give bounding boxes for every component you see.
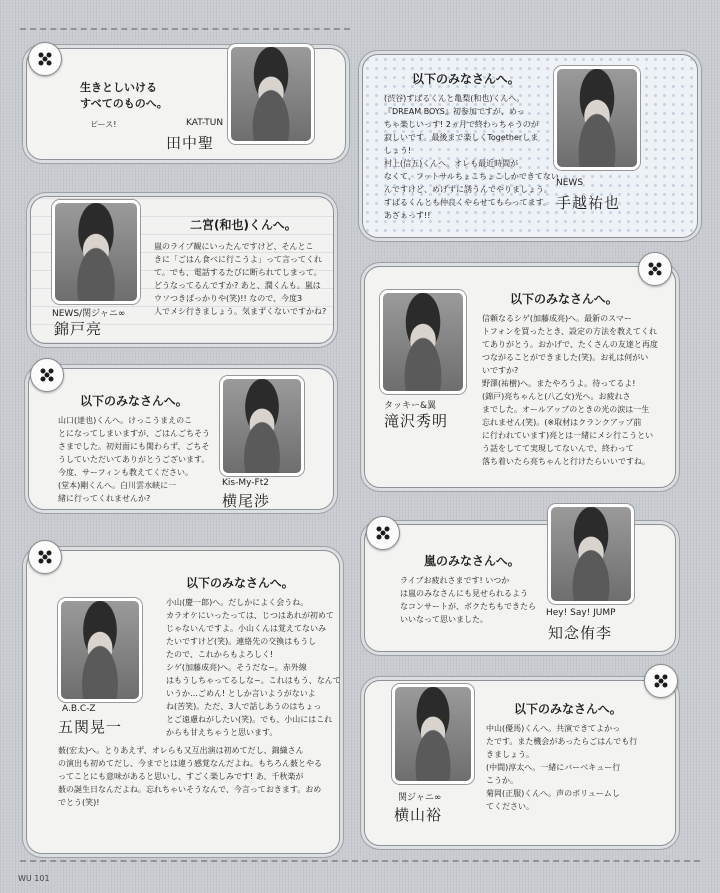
button-deco-icon	[644, 664, 678, 698]
member-name: 五関晃一	[58, 718, 123, 736]
member-name: 田中聖	[166, 134, 215, 152]
message-body: 嵐のライブ観にいったんですけど、そんとこ きに「ごはん食べに行こうよ」って言ってくれ て。でも、電話するたびに断られてしまって。 どうなってるんですか? あと、潤くんも。嵐は ウソつきばっかりや(笑)!! なので、今度3 人でメシ行きましょう。気まずくないですかね?	[154, 242, 327, 316]
button-deco-icon	[30, 358, 64, 392]
message-body-continued: 薮(宏太)へ。とりあえず、オレらも又互出演は初めてだし、錦織さん の演出も初めてだし、今までとは違う感覚なんだよね。もちろん薮とやる ってことにも意味があると思いし、すごく楽しみです! あ、千秋楽が 薮の誕生日なんだよね。忘れちゃいそうなんで、今言っておきます。おめ でとう(笑)!	[58, 746, 322, 807]
divider	[20, 28, 350, 30]
member-photo	[58, 598, 142, 702]
message-body: 中山(優馬)くんへ。共演できてよかっ たです。また機会があったらごはんでも行 きましょう。 (中間)淳太へ。一緒にバーベキュー行 こうか。 菊岡(正服)くんへ。声のボリュームし てください。	[486, 724, 638, 811]
member-photo	[220, 376, 304, 476]
member-name: 知念侑李	[548, 624, 613, 642]
member-group: NEWS	[556, 178, 584, 188]
message-heading: 以下のみなさんへ。	[80, 394, 188, 408]
member-name: 滝沢秀明	[384, 412, 449, 430]
member-name: 横山裕	[394, 806, 443, 824]
message-heading: 以下のみなさんへ。	[186, 576, 294, 590]
button-deco-icon	[366, 516, 400, 550]
message-body: 小山(慶一郎)へ。だしかによく会うね。 カラオケにいったっては、じつはあれが初めて じゃないんですよ。小山くんは覚えてないみ たいですけど(笑)。連絡先の交換はもうし たので、これからもよろしく! シゲ(加藤成亮)へ。そうだな~。赤外線 はもうしちゃってるしな~。これはもう、なんて いうか…ごめん! としか言いようがないよ ね(苦笑)。ただ、3人で話しあうのはちょっ とご遠慮ねがしたい(笑)。でも、小山にはこれ からも甘えちゃうと思います。	[166, 598, 341, 737]
member-group: タッキー&翼	[384, 401, 437, 411]
member-photo	[554, 66, 640, 170]
member-group: NEWS/関ジャニ∞	[52, 309, 126, 319]
member-photo	[52, 200, 140, 304]
button-deco-icon	[638, 252, 672, 286]
member-group: Kis-My-Ft2	[222, 478, 269, 488]
button-deco-icon	[28, 540, 62, 574]
message-body: 信頼なるシゲ(加藤成亮)へ。最新のスマー トフォンを買ったとき、設定の方法を教えてくれ てありがとう。おかげで、たくさんの友達と再度 つながることができました(笑)。お礼は何がい いですか? 野澤(祐樹)へ。またやろうよ。待ってるよ! (錦戸)亮ちゃんと(八乙女)光へ。お疲れさ までした。オールアップのときの光の涙は一生 忘れません(笑)。(※取材はクランクアップ前 に行われています)亮とは一緒にメシ行こうとい う話をしてて実現してないんで、終わって 落ち着いたら亮ちゃんと行けたらいいですね。	[482, 314, 658, 466]
button-deco-icon	[28, 42, 62, 76]
member-photo	[548, 504, 634, 604]
member-name: 手越祐也	[556, 194, 621, 212]
message-heading: 以下のみなさんへ。	[412, 72, 520, 86]
message-heading: 以下のみなさんへ。	[510, 292, 618, 306]
message-heading: 生きとしいける すべてのものへ。	[80, 81, 168, 110]
member-name: 横尾渉	[222, 492, 271, 510]
message-heading: 以下のみなさんへ。	[514, 702, 622, 716]
member-name: 錦戸亮	[54, 320, 103, 338]
member-group: A.B.C-Z	[62, 704, 96, 714]
member-photo	[380, 290, 466, 394]
member-photo	[228, 44, 314, 144]
member-group: 関ジャニ∞	[398, 793, 442, 803]
member-group: KAT-TUN	[186, 118, 224, 128]
message-heading: 二宮(和也)くんへ。	[190, 218, 297, 232]
message-body: (渋谷)すばるくんと亀梨(和也)くんへ。 『DREAM BOYS』初参加ですが、めっ ちゃ楽しいっす! 2ヵ月で終わっちゃうのが 寂しいです。最後まで楽しくTogetherしま しょう! 村上(信五)くんへ。オレも最近時間が なくて、フットサルちょこちょこしかできてない んですけど、めげずに誘うんでやりましょう。 すばるくんとも仲良くやらせてもらってます。 あざぁっす!!	[384, 94, 559, 220]
page-number: WU 101	[18, 874, 50, 883]
divider	[20, 860, 700, 862]
message-body: 山口(達也)くんへ。けっこうまえのこ とになってしまいますが、ごはんごちそう さまでした。初対面にも関わらず、ごちそ うしていただいてありがとうございます。 今度、サーフィンも教えてください。 (堂本)剛くんへ。白川雲水峡に一 緒に行ってくれませんか?	[58, 416, 210, 503]
member-photo	[392, 684, 474, 784]
message-heading: 嵐のみなさんへ。	[424, 554, 520, 568]
message-body: ライブお疲れさまです! いつか は嵐のみなさんにも見せられるよう なコンサートが、ボクたちもできたら いいなって思いました。	[400, 576, 536, 624]
member-group: Hey! Say! JUMP	[546, 608, 616, 618]
message-body: ピース!	[90, 120, 117, 129]
